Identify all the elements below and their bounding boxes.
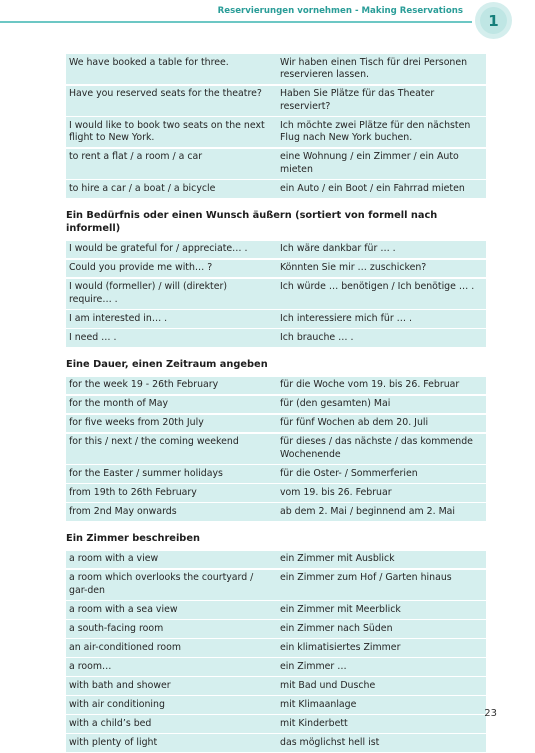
german-phrase: ein Zimmer zum Hof / Garten hinaus — [280, 572, 452, 583]
german-phrase: ein Zimmer … — [280, 660, 347, 672]
table-room — [66, 551, 486, 752]
german-phrase: für die Woche vom 19. bis 26. Februar — [280, 379, 460, 390]
table-row — [66, 734, 486, 752]
table-row — [66, 377, 486, 395]
german-phrase: mit Klimaanlage — [280, 698, 357, 710]
chapter-badge — [475, 2, 512, 39]
english-phrase: I need … . — [69, 331, 117, 343]
page-number: 23 — [484, 708, 497, 719]
table-row — [66, 86, 486, 116]
german-phrase: für fünf Wochen ab dem 20. Juli — [280, 417, 429, 428]
table-row — [66, 465, 486, 483]
section-title-duration: Eine Dauer, einen Zeitraum angeben — [66, 358, 268, 370]
english-phrase: from 19th to 26th February — [69, 486, 197, 498]
english-phrase: for the Easter / summer holidays — [69, 467, 223, 479]
english-phrase: a room… — [69, 660, 112, 672]
english-phrase: from 2nd May onwards — [69, 505, 177, 517]
english-phrase: I would (formeller) / will (direkter) require… . — [69, 281, 227, 305]
english-phrase: for the month of May — [69, 398, 169, 409]
table-row — [66, 715, 486, 733]
running-header-title: Reservierungen vornehmen - Making Reservations — [217, 6, 463, 16]
german-phrase: ein klimatisiertes Zimmer — [280, 641, 401, 653]
german-phrase: ein Zimmer mit Ausblick — [280, 553, 395, 564]
german-phrase: Ich interessiere mich für … . — [280, 312, 413, 324]
table-row — [66, 677, 486, 695]
table-row — [66, 310, 486, 328]
table-row — [66, 658, 486, 676]
table-row — [66, 696, 486, 714]
table-row — [66, 484, 486, 502]
english-phrase: for five weeks from 20th July — [69, 417, 204, 428]
english-phrase: a room with a sea view — [69, 603, 178, 615]
table-reservations — [66, 54, 486, 198]
table-row — [66, 260, 486, 278]
english-phrase: with bath and shower — [69, 679, 171, 691]
english-phrase: I would like to book two seats on the next flight to New York. — [69, 119, 265, 143]
german-phrase: mit Bad und Dusche — [280, 679, 376, 691]
german-phrase: ab dem 2. Mai / beginnend am 2. Mai — [280, 505, 456, 517]
english-phrase: to hire a car / a boat / a bicycle — [69, 182, 216, 194]
table-row — [66, 117, 486, 147]
english-phrase: a room which overlooks the courtyard / gar-den — [69, 572, 254, 596]
table-row — [66, 601, 486, 619]
german-phrase: ein Zimmer nach Süden — [280, 622, 393, 634]
german-phrase: Ich wäre dankbar für … . — [280, 243, 396, 254]
english-phrase: a south-facing room — [69, 622, 164, 634]
table-row — [66, 503, 486, 521]
table-row — [66, 180, 486, 198]
table-row — [66, 396, 486, 414]
german-phrase: das möglichst hell ist — [280, 736, 380, 748]
table-row — [66, 279, 486, 309]
german-phrase: für die Oster- / Sommerferien — [280, 467, 418, 479]
german-phrase: eine Wohnung / ein Zimmer / ein Auto mieten — [280, 151, 459, 175]
german-phrase: ein Auto / ein Boot / ein Fahrrad mieten — [280, 182, 465, 194]
table-row — [66, 149, 486, 179]
english-phrase: with a child’s bed — [69, 717, 152, 729]
table-row — [66, 329, 486, 347]
english-phrase: Could you provide me with… ? — [69, 262, 213, 273]
table-row — [66, 551, 486, 569]
table-row — [66, 570, 486, 600]
english-phrase: with plenty of light — [69, 736, 158, 748]
table-duration — [66, 377, 486, 521]
header-rule — [0, 21, 472, 23]
german-phrase: Ich brauche … . — [280, 331, 354, 343]
german-phrase: Ich würde … benötigen / Ich benötige … . — [280, 281, 475, 292]
table-row — [66, 639, 486, 657]
german-phrase: Haben Sie Plätze für das Theater reserviert? — [280, 88, 435, 112]
english-phrase: a room with a view — [69, 553, 159, 564]
german-phrase: vom 19. bis 26. Februar — [280, 486, 392, 498]
table-row — [66, 54, 486, 84]
english-phrase: We have booked a table for three. — [69, 56, 229, 68]
german-phrase: für (den gesamten) Mai — [280, 398, 391, 409]
english-phrase: to rent a flat / a room / a car — [69, 151, 203, 162]
table-wish — [66, 241, 486, 347]
english-phrase: an air-conditioned room — [69, 641, 181, 653]
german-phrase: Wir haben einen Tisch für drei Personen reservieren lassen. — [280, 56, 468, 80]
german-phrase: mit Kinderbett — [280, 717, 348, 729]
table-row — [66, 620, 486, 638]
english-phrase: I am interested in… . — [69, 312, 168, 324]
german-phrase: für dieses / das nächste / das kommende Wochenende — [280, 436, 473, 460]
english-phrase: for the week 19 - 26th February — [69, 379, 219, 390]
english-phrase: I would be grateful for / appreciate… . — [69, 243, 248, 254]
section-title-wish: Ein Bedürfnis oder einen Wunsch äußern (sortiert von formell nach informell) — [66, 209, 438, 234]
english-phrase: Have you reserved seats for the theatre? — [69, 88, 262, 99]
page-content — [66, 54, 486, 753]
table-row — [66, 434, 486, 464]
english-phrase: with air conditioning — [69, 698, 165, 710]
chapter-number: 1 — [480, 7, 507, 34]
english-phrase: for this / next / the coming weekend — [69, 436, 239, 447]
german-phrase: ein Zimmer mit Meerblick — [280, 603, 401, 615]
german-phrase: Könnten Sie mir … zuschicken? — [280, 262, 427, 273]
table-row — [66, 415, 486, 433]
table-row — [66, 241, 486, 259]
section-title-room: Ein Zimmer beschreiben — [66, 532, 200, 544]
german-phrase: Ich möchte zwei Plätze für den nächsten Flug nach New York buchen. — [280, 119, 471, 143]
